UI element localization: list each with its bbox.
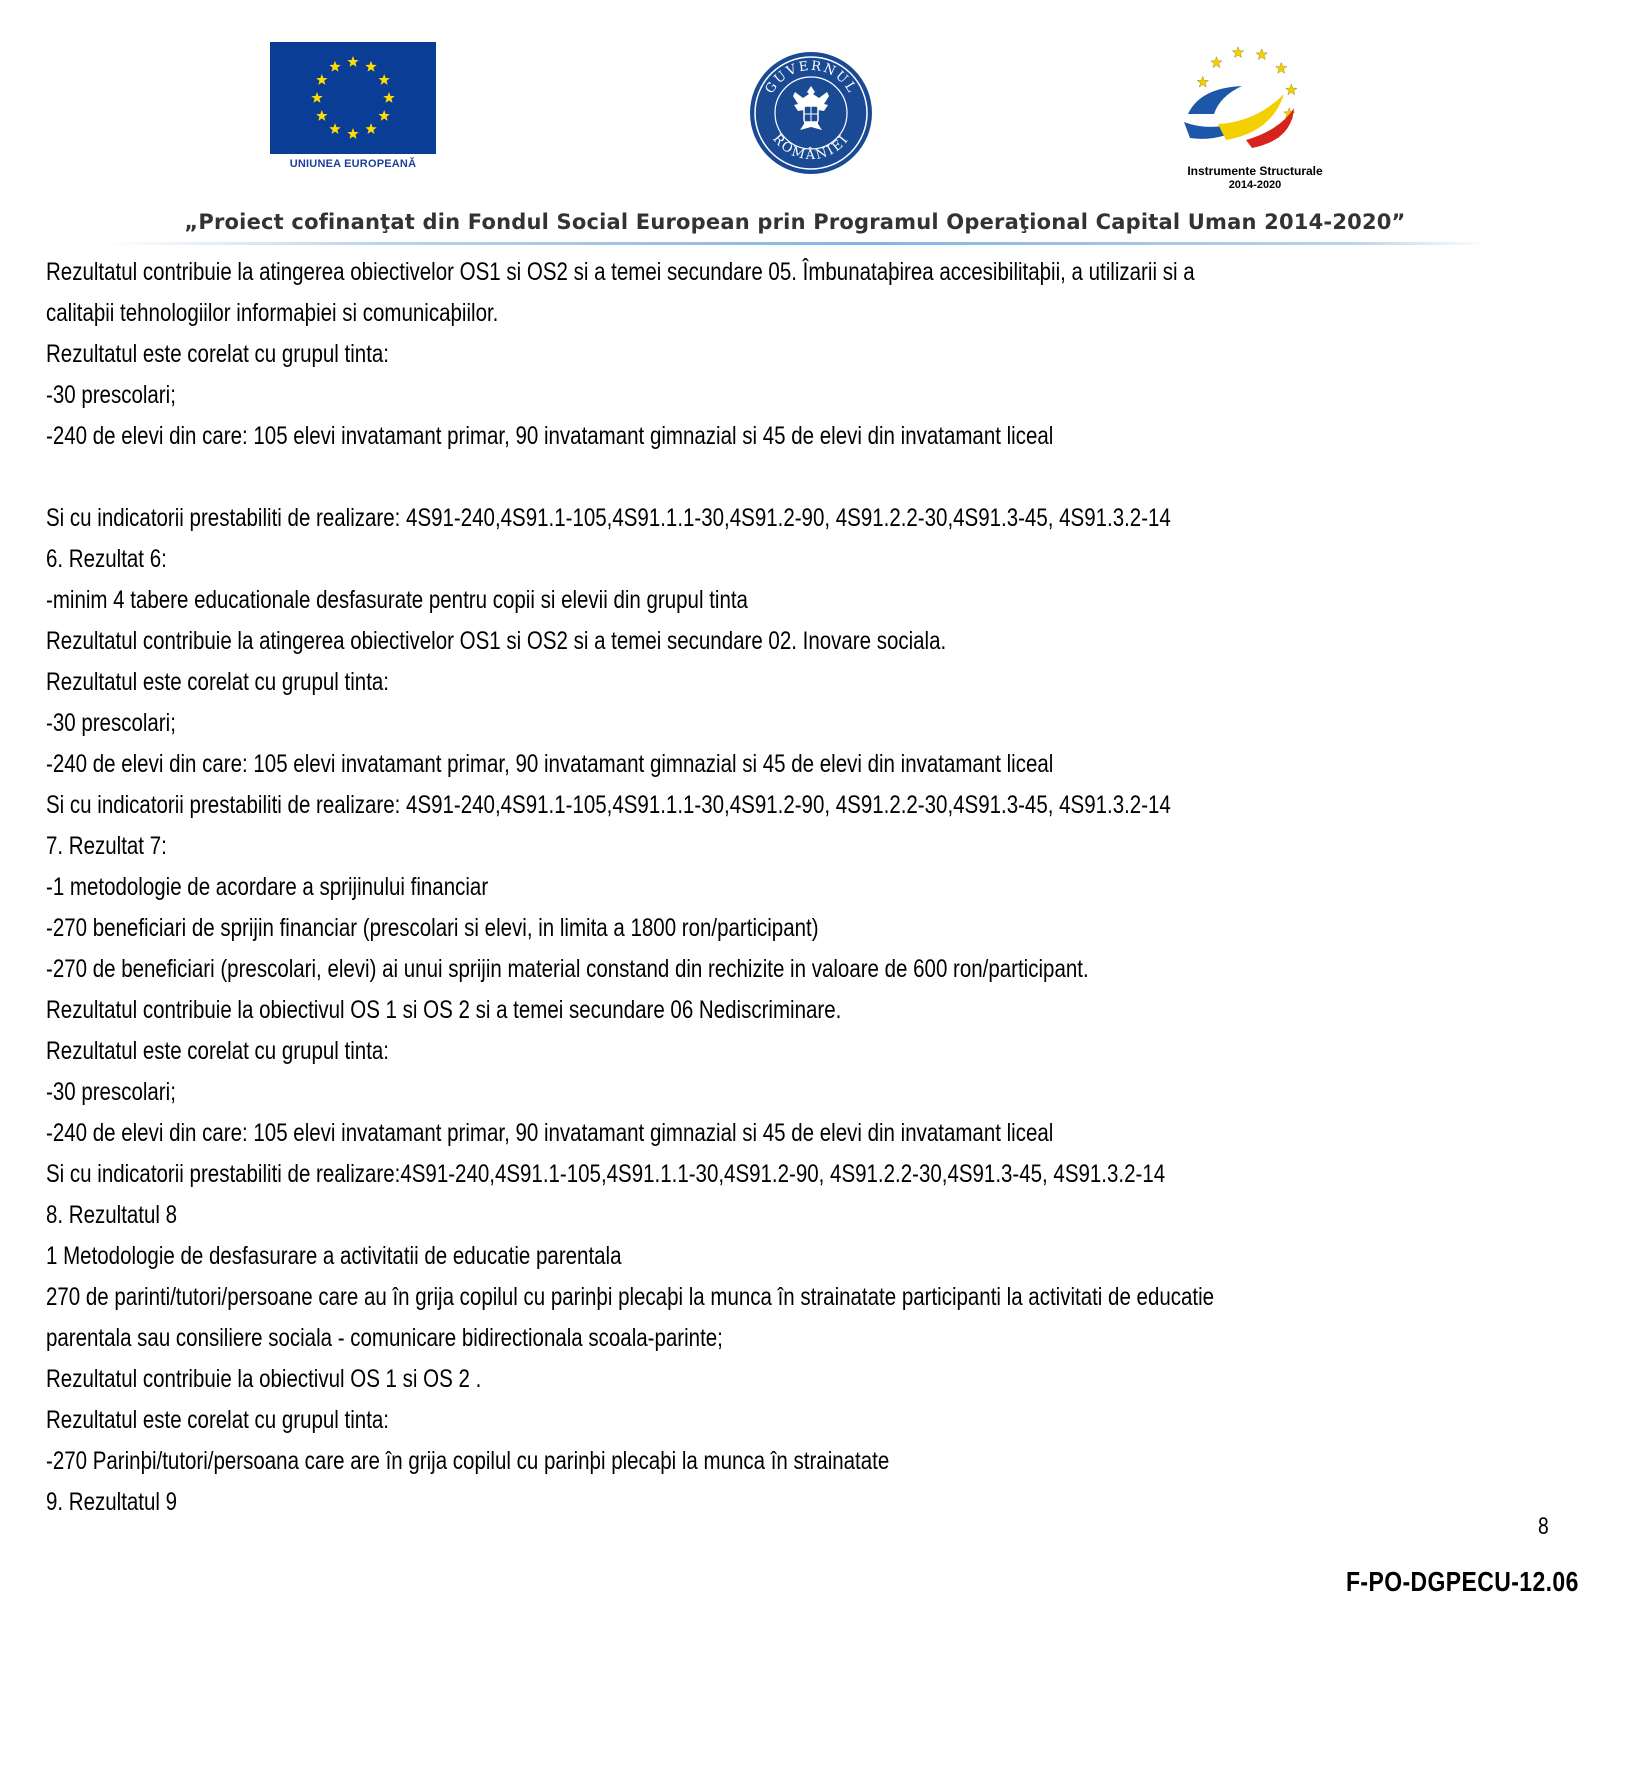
- instrumente-structurale-caption: [1160, 164, 1350, 192]
- page-number: 8: [1538, 1513, 1549, 1540]
- text-line: -270 Parinþi/tutori/persoana care are în grija copilul cu parinþi plecaþi la munca în strainatate: [46, 1447, 890, 1475]
- document-body: [46, 252, 1526, 1523]
- text-line: -1 metodologie de acordare a sprijinului financiar: [46, 873, 489, 901]
- text-line: -270 de beneficiari (prescolari, elevi) ai unui sprijin material constand din rechizite in valoare de 600 ron/participant.: [46, 955, 1089, 983]
- text-line: -30 prescolari;: [46, 709, 176, 737]
- eu-logo-caption: UNIUNEA EUROPEANĂ: [289, 158, 417, 170]
- header-divider: [104, 242, 1490, 245]
- is-star-icon: [1232, 47, 1243, 58]
- text-line: Rezultatul contribuie la atingerea obiectivelor OS1 si OS2 si a temei secundare 02. Inovare sociala.: [46, 627, 947, 655]
- is-star-icon: [1197, 76, 1208, 87]
- form-code: F-PO-DGPECU-12.06: [1346, 1566, 1579, 1597]
- text-line: parentala sau consiliere sociala - comunicare bidirectionala scoala-parinte;: [46, 1324, 723, 1352]
- text-line: calitaþii tehnologiilor informaþiei si comunicaþiilor.: [46, 299, 499, 327]
- text-line: 1 Metodologie de desfasurare a activitatii de educatie parentala: [46, 1242, 622, 1270]
- text-line: -240 de elevi din care: 105 elevi invatamant primar, 90 invatamant gimnazial si 45 de elevi din invatamant liceal: [46, 750, 1054, 778]
- is-star-icon: [1276, 62, 1287, 73]
- text-line: 7. Rezultat 7:: [46, 832, 167, 860]
- is-star-icon: [1211, 57, 1222, 68]
- project-cofinancing-title: „Proiect cofinanţat din Fondul Social European prin Programul Operaţional Capital Uman 2014-2020”: [184, 210, 1406, 234]
- text-line: Rezultatul este corelat cu grupul tinta:: [46, 1406, 390, 1434]
- is-star-icon: [1286, 84, 1297, 95]
- text-line: Rezultatul este corelat cu grupul tinta:: [46, 340, 390, 368]
- is-star-icon: [1256, 49, 1267, 60]
- text-line: Si cu indicatorii prestabiliti de realizare:4S91-240,4S91.1-105,4S91.1.1-30,4S91.2-90, 4S91.2.2-30,4S91.3-45, 4S91.3.2-14: [46, 1160, 1166, 1188]
- text-line: -240 de elevi din care: 105 elevi invatamant primar, 90 invatamant gimnazial si 45 de elevi din invatamant liceal: [46, 422, 1054, 450]
- eu-logo: [270, 42, 436, 174]
- is-caption-years: 2014-2020: [1228, 179, 1282, 191]
- blank-line: [46, 457, 1526, 498]
- text-line: -minim 4 tabere educationale desfasurate pentru copii si elevii din grupul tinta: [46, 586, 748, 614]
- text-line: -240 de elevi din care: 105 elevi invatamant primar, 90 invatamant gimnazial si 45 de elevi din invatamant liceal: [46, 1119, 1054, 1147]
- text-line: 6. Rezultat 6:: [46, 545, 167, 573]
- text-line: Rezultatul este corelat cu grupul tinta:: [46, 1037, 390, 1065]
- svg-text:GUVERNUL: GUVERNUL: [762, 58, 860, 97]
- is-caption-title: Instrumente Structurale: [1187, 164, 1323, 178]
- text-line: -30 prescolari;: [46, 1078, 176, 1106]
- text-line: 9. Rezultatul 9: [46, 1488, 178, 1516]
- government-seal-icon: [748, 50, 874, 176]
- svg-text:ROMÂNIEI: ROMÂNIEI: [769, 131, 853, 164]
- text-line: Rezultatul contribuie la obiectivul OS 1 si OS 2 si a temei secundare 06 Nediscriminare.: [46, 996, 842, 1024]
- text-line: -30 prescolari;: [46, 381, 176, 409]
- text-line: 8. Rezultatul 8: [46, 1201, 178, 1229]
- romanian-government-seal: [748, 50, 874, 176]
- text-line: Si cu indicatorii prestabiliti de realizare: 4S91-240,4S91.1-105,4S91.1.1-30,4S91.2-90, 4S91.2.2-30,4S91.3-45, 4S91.3.2-14: [46, 504, 1171, 532]
- text-line: Rezultatul este corelat cu grupul tinta:: [46, 668, 390, 696]
- text-line: -270 beneficiari de sprijin financiar (prescolari si elevi, in limita a 1800 ron/participant): [46, 914, 819, 942]
- eu-flag-icon: [270, 42, 436, 154]
- text-line: Rezultatul contribuie la obiectivul OS 1 si OS 2 .: [46, 1365, 482, 1393]
- text-line: Rezultatul contribuie la atingerea obiectivelor OS1 si OS2 si a temei secundare 05. Îmbunataþirea accesibilitaþii, a utilizarii si a: [46, 258, 1195, 286]
- structural-instruments-emblem-icon: [1160, 40, 1350, 162]
- text-line: 270 de parinti/tutori/persoane care au în grija copilul cu parinþi plecaþi la munca în strainatate participanti la activitati de educatie: [46, 1283, 1215, 1311]
- text-line: Si cu indicatorii prestabiliti de realizare: 4S91-240,4S91.1-105,4S91.1.1-30,4S91.2-90, 4S91.2.2-30,4S91.3-45, 4S91.3.2-14: [46, 791, 1171, 819]
- instrumente-structurale-logo: [1160, 40, 1350, 200]
